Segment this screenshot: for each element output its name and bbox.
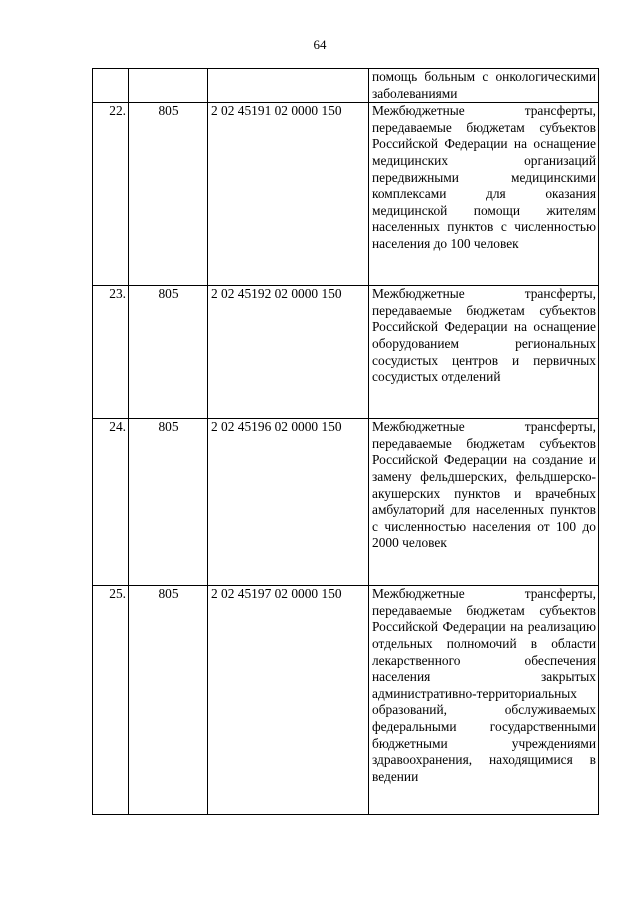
description-cell: Межбюджетные трансферты, передаваемые бюджетам субъектов Российской Федерации на оснащение медицинских организаций передвижными медицинскими комплексами для оказания медицинской помощи жителям населенных пунктов с численностью населения до 100 человек (369, 103, 599, 286)
admin-code-cell: 805 (129, 586, 208, 815)
budget-code-cell (208, 69, 369, 103)
row-number-cell (93, 69, 129, 103)
budget-code-cell: 2 02 45197 02 0000 150 (208, 586, 369, 815)
table-row (93, 419, 599, 586)
row-number-cell: 23. (93, 286, 129, 419)
budget-code-cell: 2 02 45191 02 0000 150 (208, 103, 369, 286)
description-cell: Межбюджетные трансферты, передаваемые бюджетам субъектов Российской Федерации на создание и замену фельдшерских, фельдшерско-акушерских пунктов и врачебных амбулаторий для населенных пунктов с численностью населения от 100 до 2000 человек (369, 419, 599, 586)
budget-code-cell: 2 02 45192 02 0000 150 (208, 286, 369, 419)
row-number-cell: 25. (93, 586, 129, 815)
budget-code-cell: 2 02 45196 02 0000 150 (208, 419, 369, 586)
admin-code-cell: 805 (129, 286, 208, 419)
table-row (93, 286, 599, 419)
description-cell: помощь больным с онкологическими заболеваниями (369, 69, 599, 103)
admin-code-cell: 805 (129, 419, 208, 586)
description-cell: Межбюджетные трансферты, передаваемые бюджетам субъектов Российской Федерации на реализацию отдельных полномочий в области лекарственного обеспечения населения закрытых административно-территориальных образований, обслуживаемых федеральными государственными бюджетными учреждениями здравоохранения, находящимися в ведении (369, 586, 599, 815)
table-row (93, 69, 599, 103)
table-row (93, 586, 599, 815)
row-number-cell: 22. (93, 103, 129, 286)
row-number-cell: 24. (93, 419, 129, 586)
description-cell: Межбюджетные трансферты, передаваемые бюджетам субъектов Российской Федерации на оснащение оборудованием региональных сосудистых центров и первичных сосудистых отделений (369, 286, 599, 419)
table-row (93, 103, 599, 286)
admin-code-cell: 805 (129, 103, 208, 286)
page-number: 64 (313, 37, 327, 52)
admin-code-cell (129, 69, 208, 103)
budget-codes-table (92, 68, 599, 815)
